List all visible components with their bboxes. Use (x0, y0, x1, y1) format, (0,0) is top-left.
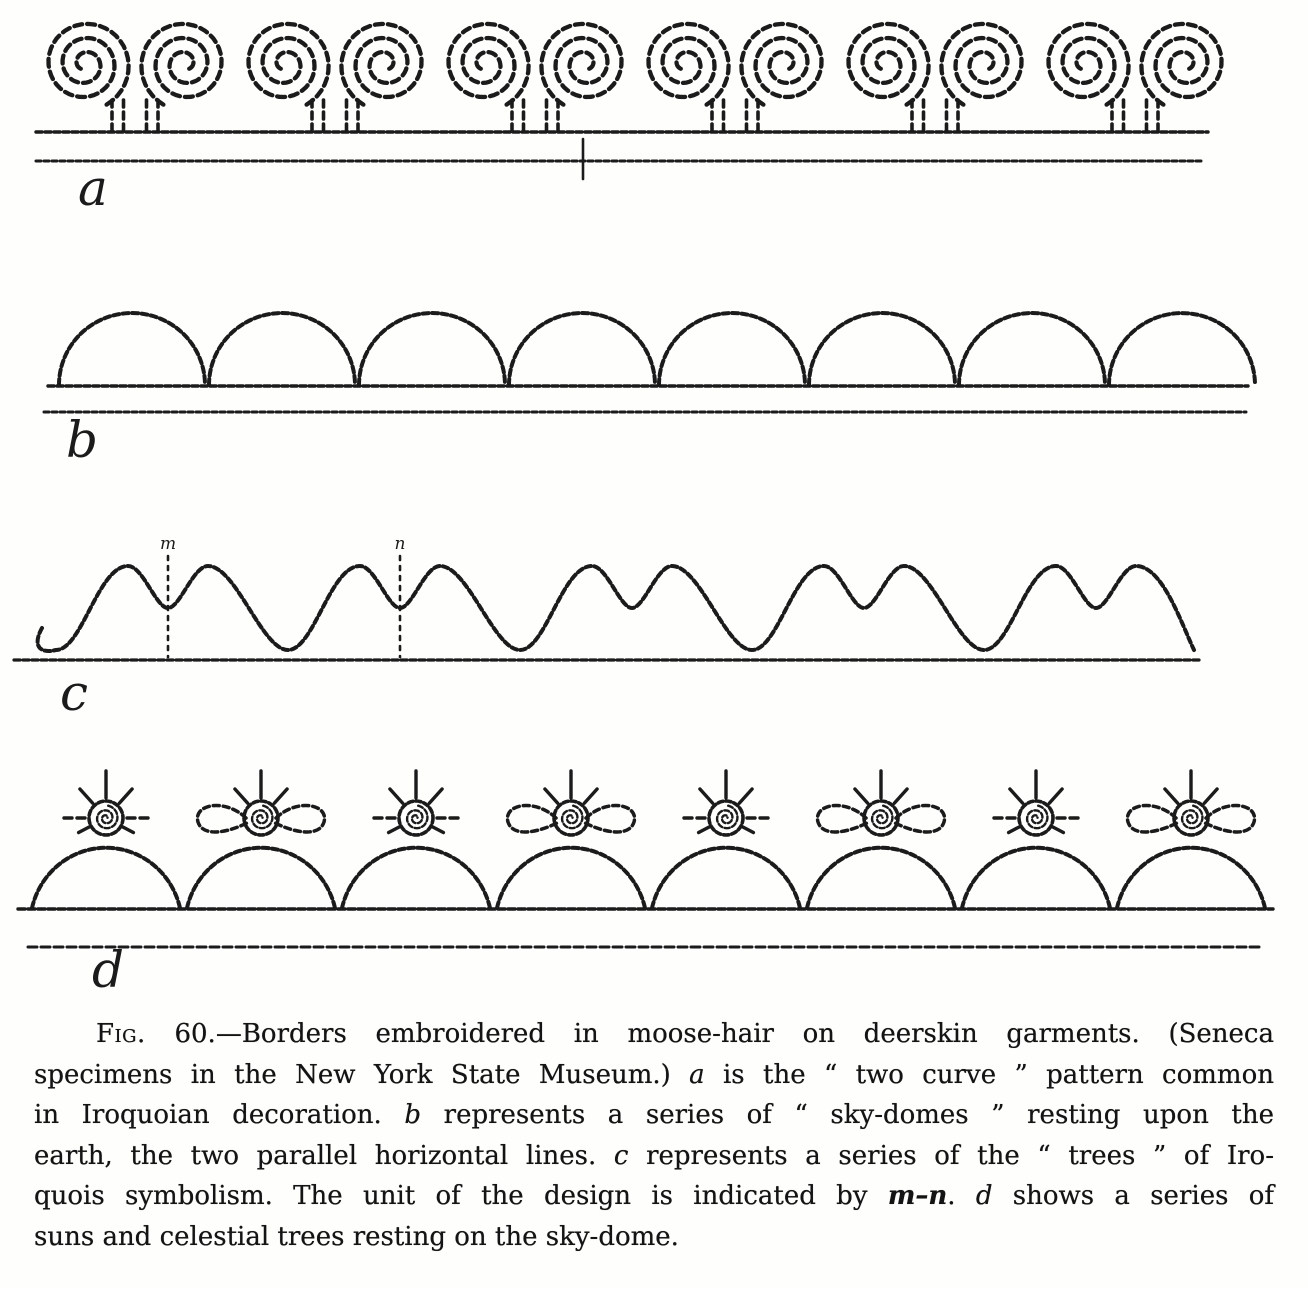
dome-arc (187, 848, 335, 908)
sun-ray (894, 789, 907, 803)
dome-arc (962, 848, 1110, 908)
spiral-coil (649, 24, 729, 105)
sun-dome-motif (32, 771, 180, 908)
celestial-loop-left (197, 806, 247, 832)
border-c-tree-wave (14, 534, 1200, 722)
spiral-motif (1049, 24, 1129, 131)
sun-ray (1052, 826, 1063, 832)
sun-spiral (407, 806, 427, 829)
sun-spiral (562, 806, 582, 829)
caption-text: represents a series of “ sky-domes ” resting upon the (421, 1100, 1274, 1130)
spiral-coil (249, 24, 329, 105)
sun-ray (119, 789, 132, 803)
sun-spiral (252, 806, 272, 829)
spiral-motif (141, 24, 221, 131)
sun-ray (122, 826, 133, 832)
caption-figure-reference: m–n (887, 1181, 948, 1211)
tree-wave-curve (38, 566, 1194, 651)
celestial-loop-left (507, 806, 557, 832)
spiral-coil (1049, 24, 1129, 105)
sun-ray (389, 826, 400, 832)
sky-dome-arc (659, 313, 805, 385)
spiral-motif (1141, 24, 1221, 131)
row-label-a: a (78, 159, 108, 217)
spiral-coil (741, 24, 821, 105)
spiral-motif (341, 24, 421, 131)
caption-line (34, 1217, 1274, 1258)
sun-ray (1009, 826, 1020, 832)
sky-dome-arc (509, 313, 655, 385)
caption-line (34, 1055, 1274, 1096)
sun-ray (742, 826, 753, 832)
sky-dome-arc (959, 313, 1105, 385)
sun-spiral (717, 806, 737, 829)
sun-dome-motif (497, 771, 645, 908)
caption-text: . (947, 1181, 976, 1211)
spiral-coil (341, 24, 421, 105)
celestial-loop-left (1127, 806, 1177, 832)
caption-figure-reference: d (975, 1181, 993, 1211)
row-label-c: c (60, 664, 89, 722)
spiral-coil (49, 24, 129, 105)
caption-figure-reference: Fig. (96, 1019, 146, 1049)
spiral-motif (941, 24, 1021, 131)
spiral-motif (541, 24, 621, 131)
sun-ray (80, 789, 93, 803)
sun-dome-motif (1117, 771, 1265, 908)
spiral-coil (849, 24, 929, 105)
spiral-motif (849, 24, 929, 131)
sun-ray (274, 789, 287, 803)
dome-arc (32, 848, 180, 908)
caption-line (34, 1014, 1274, 1055)
sky-dome-arc (359, 313, 505, 385)
sky-dome-arc (1109, 313, 1255, 385)
caption-text: specimens in the New York State Museum.) (34, 1059, 690, 1090)
dome-arc (652, 848, 800, 908)
dome-arc (497, 848, 645, 908)
celestial-loop-right (275, 806, 325, 832)
border-d-sun-domes (18, 771, 1273, 999)
sun-dome-motif (807, 771, 955, 908)
sun-dome-motif (962, 771, 1110, 908)
dome-arc (1117, 848, 1265, 908)
caption-line (34, 1136, 1274, 1177)
caption-text: in Iroquoian decoration. (34, 1100, 405, 1130)
sun-ray (545, 789, 558, 803)
spiral-motif (449, 24, 529, 131)
sun-ray (700, 789, 713, 803)
border-b-sky-domes (44, 313, 1255, 469)
caption-line (34, 1095, 1274, 1136)
caption-line (34, 1176, 1274, 1217)
spiral-motif (741, 24, 821, 131)
spiral-motif (49, 24, 129, 131)
sun-ray (429, 789, 442, 803)
dome-arc (807, 848, 955, 908)
caption-text: represents a series of the “ trees ” of Iro- (628, 1140, 1274, 1171)
sun-dome-motif (187, 771, 335, 908)
sun-ray (1010, 789, 1023, 803)
celestial-loop-right (1205, 806, 1255, 832)
sky-dome-arc (209, 313, 355, 385)
caption-figure-reference: c (613, 1140, 629, 1171)
caption-text: is the “ two curve ” pattern common (704, 1059, 1274, 1090)
sun-ray (855, 789, 868, 803)
caption-text: earth, the two parallel horizontal lines. (34, 1140, 614, 1171)
unit-marker-label-m: m (159, 534, 177, 554)
sky-dome-arc (809, 313, 955, 385)
sun-dome-motif (652, 771, 800, 908)
caption-text: suns and celestial trees resting on the sky-dome. (34, 1221, 679, 1252)
sun-ray (1204, 789, 1217, 803)
sun-ray (584, 789, 597, 803)
caption-text: quois symbolism. The unit of the design is indicated by (34, 1181, 888, 1211)
sun-spiral (1182, 806, 1202, 829)
caption-figure-reference: a (689, 1059, 705, 1090)
sun-spiral (97, 806, 117, 829)
sun-ray (235, 789, 248, 803)
caption-text: 60.—Borders embroidered in moose-hair on deerskin garments. (Seneca (145, 1019, 1274, 1049)
spiral-coil (541, 24, 621, 105)
unit-marker-label-n: n (394, 534, 406, 554)
dome-arc (342, 848, 490, 908)
spiral-coil (141, 24, 221, 105)
celestial-loop-left (817, 806, 867, 832)
sun-ray (1049, 789, 1062, 803)
sun-ray (432, 826, 443, 832)
spiral-coil (1141, 24, 1221, 105)
figure-caption (34, 1014, 1274, 1257)
sun-spiral (872, 806, 892, 829)
sun-dome-motif (342, 771, 490, 908)
spiral-coil (941, 24, 1021, 105)
caption-text: shows a series of (992, 1181, 1274, 1211)
celestial-loop-right (585, 806, 635, 832)
sky-dome-arc (59, 313, 205, 385)
spiral-motif (249, 24, 329, 131)
spiral-coil (449, 24, 529, 105)
celestial-loop-right (895, 806, 945, 832)
sun-ray (739, 789, 752, 803)
spiral-motif (649, 24, 729, 131)
caption-figure-reference: b (404, 1100, 422, 1130)
row-label-d: d (92, 941, 125, 999)
sun-ray (1165, 789, 1178, 803)
sun-ray (699, 826, 710, 832)
border-a-two-curve (36, 24, 1222, 217)
sun-ray (390, 789, 403, 803)
sun-ray (79, 826, 90, 832)
sun-spiral (1027, 806, 1047, 829)
row-label-b: b (66, 411, 99, 469)
